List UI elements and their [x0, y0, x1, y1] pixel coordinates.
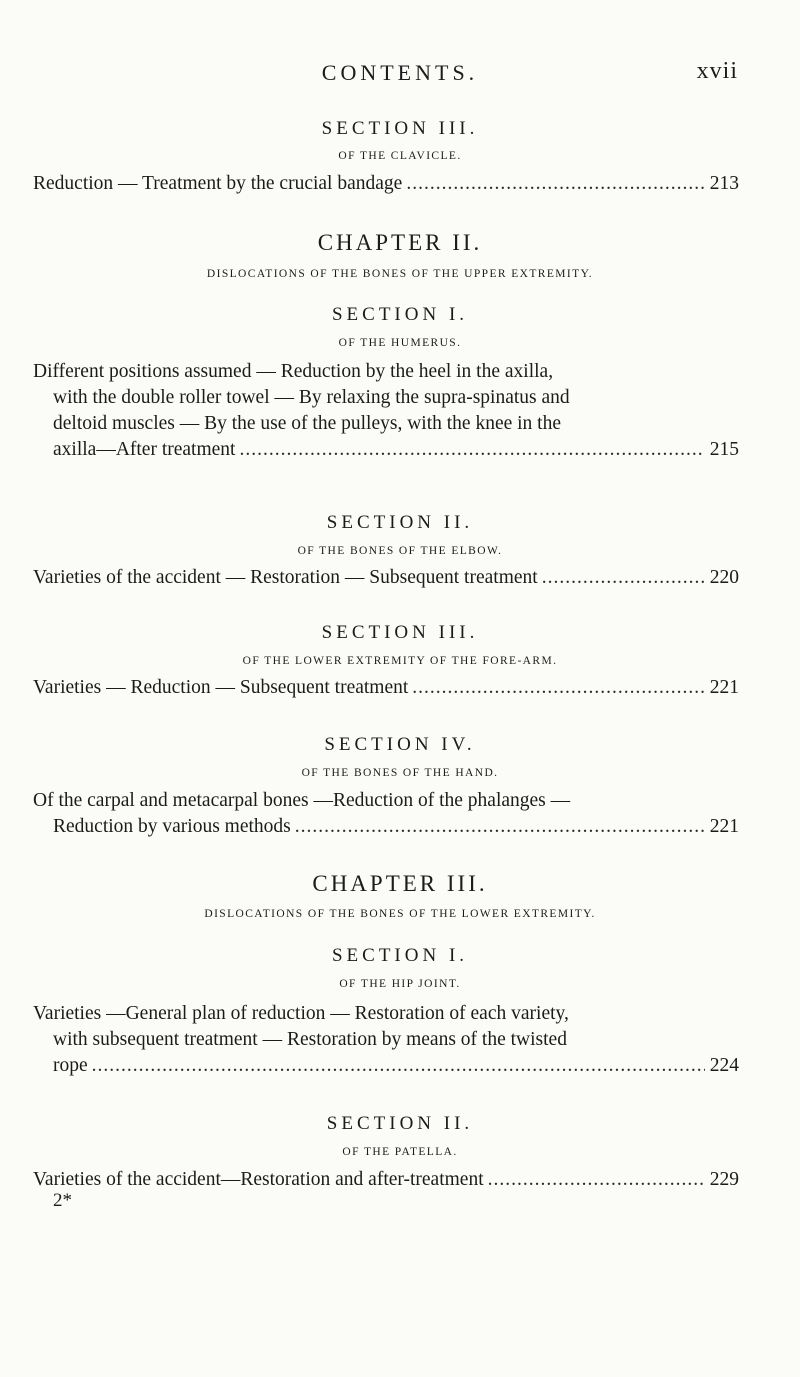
entry-line: Of the carpal and metacarpal bones —Reduction of the phalanges — [33, 790, 571, 811]
dot-leader [412, 675, 705, 701]
section-subtitle: OF THE HUMERUS. [338, 337, 462, 349]
entry-page: 215 [709, 439, 739, 460]
section-heading: SECTION II. [326, 1113, 474, 1134]
section-heading: SECTION III. [321, 118, 479, 139]
entry-line: Varieties —General plan of reduction — Restoration of each variety, [33, 1003, 569, 1024]
section-heading: SECTION II. [326, 512, 474, 533]
entry-page: 213 [709, 173, 739, 194]
section-subtitle: OF THE BONES OF THE HAND. [301, 767, 499, 779]
running-title: CONTENTS. [321, 60, 479, 85]
toc-entry [33, 359, 739, 463]
section-subtitle: OF THE LOWER EXTREMITY OF THE FORE-ARM. [242, 655, 558, 667]
toc-entry [33, 1001, 739, 1079]
entry-text: Reduction by various methods [53, 816, 291, 837]
entry-text: Varieties of the accident — Restoration — Subsequent treatment [33, 567, 538, 588]
entry-line: with subsequent treatment — Restoration by means of the twisted [53, 1029, 567, 1050]
entry-text: axilla—After treatment [53, 439, 236, 460]
entry-text: rope [53, 1055, 88, 1076]
running-head [0, 60, 800, 100]
section-subtitle: OF THE BONES OF THE ELBOW. [297, 545, 503, 557]
section-heading: SECTION I. [331, 304, 469, 325]
entry-line: with the double roller towel — By relaxing the supra-spinatus and [53, 387, 570, 408]
entry-page: 229 [709, 1169, 739, 1190]
entry-text: Varieties — Reduction — Subsequent treatment [33, 677, 409, 698]
section-subtitle: OF THE CLAVICLE. [338, 150, 462, 162]
entry-line: deltoid muscles — By the use of the pulleys, with the knee in the [53, 413, 561, 434]
dot-leader [406, 171, 705, 197]
entry-page: 220 [709, 567, 739, 588]
section-heading: SECTION I. [331, 945, 469, 966]
section-subtitle: OF THE HIP JOINT. [339, 978, 461, 990]
entry-page: 224 [709, 1055, 739, 1076]
signature-mark: 2* [53, 1190, 72, 1211]
dot-leader [239, 437, 705, 463]
chapter-heading: CHAPTER III. [312, 871, 488, 896]
entry-text: Varieties of the accident—Restoration and after-treatment [33, 1169, 484, 1190]
section-heading: SECTION IV. [324, 734, 476, 755]
entry-page: 221 [709, 816, 739, 837]
section-heading: SECTION III. [321, 622, 479, 643]
entry-page: 221 [709, 677, 739, 698]
entry-text: Reduction — Treatment by the crucial bandage [33, 173, 403, 194]
toc-entry [33, 1167, 739, 1193]
entry-line: Different positions assumed — Reduction by the heel in the axilla, [33, 361, 554, 382]
toc-entry [33, 565, 739, 591]
dot-leader [92, 1053, 705, 1079]
toc-entry [33, 675, 739, 701]
page-number: xvii [696, 58, 738, 84]
dot-leader [295, 814, 705, 840]
section-subtitle: OF THE PATELLA. [342, 1146, 458, 1158]
dot-leader [542, 565, 705, 591]
chapter-subtitle: DISLOCATIONS OF THE BONES OF THE LOWER EXTREMITY. [204, 908, 596, 920]
toc-entry [33, 171, 739, 197]
chapter-heading: CHAPTER II. [317, 230, 483, 255]
chapter-subtitle: DISLOCATIONS OF THE BONES OF THE UPPER EXTREMITY. [206, 268, 594, 280]
dot-leader [488, 1167, 705, 1193]
toc-entry [33, 788, 739, 840]
